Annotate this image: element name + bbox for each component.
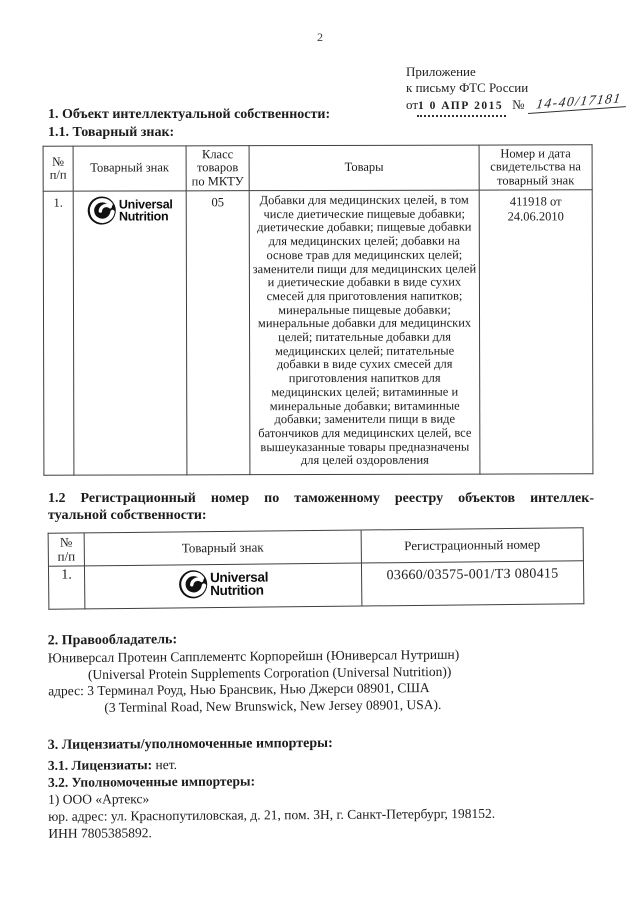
licensees-value: нет. xyxy=(155,757,178,773)
trademark-table xyxy=(43,144,594,476)
brand-line-2: Nutrition xyxy=(118,209,169,224)
trademark-table-row xyxy=(43,190,593,475)
from-label: от xyxy=(406,97,419,112)
rightholder-address-ru: адрес: 3 Терминал Роуд, Нью Брансвик, Нью Джерси 08901, США xyxy=(48,680,430,699)
brand-line-1: Universal xyxy=(118,197,173,212)
registration-number: 03660/03575-001/ТЗ 080415 xyxy=(361,561,583,606)
rightholder-name-en: (Universal Protein Supplements Corporation (Universal Nutrition)) xyxy=(87,663,452,682)
page-number: 2 xyxy=(317,30,323,44)
appendix-label: Приложение xyxy=(406,64,476,79)
col-header-certificate: Номер и дата свидетельства на товарный знак xyxy=(479,145,592,190)
col-header-goods: Товары xyxy=(249,145,479,191)
row-number: 1. xyxy=(43,191,74,475)
trademark-cell xyxy=(84,563,361,609)
col-header-class: Класс товаров по МКТУ xyxy=(186,146,249,191)
doc-number-handwritten: 14-40/17181 xyxy=(528,90,628,114)
importer-inn: ИНН 7805385892. xyxy=(48,825,152,841)
col-header-trademark: Товарный знак xyxy=(73,146,186,191)
col-header-regnum: Регистрационный номер xyxy=(361,528,583,563)
brand-wordmark xyxy=(119,198,173,222)
certificate-number: 411918 от 24.06.2010 xyxy=(479,190,593,474)
goods-list: Добавки для медицинских целей, в том числе диетические пищевые добавки; диетические добавки; пищевые добавки для медицинских целей; добавки на основе трав для медицинских целей; заменители пищи для медицинских целей и диетические добавки в виде сухих смесей для приготовления напитков; минеральные пищевые добавки; минеральные добавки для медицинских целей; питательные добавки для медицинских целей; питательные добавки в виде сухих смесей для приготовления напитков для медицинских целей; витаминные и минеральные добавки; витаминные добавки; заменители пищи в виде батончиков для медицинских целей, все вышеуказанные товары предназначены для целей оздоровления xyxy=(249,190,480,475)
importer-name: 1) ООО «Артекс» xyxy=(48,791,150,807)
section-3-licensees-importers xyxy=(48,733,595,842)
brand-line-1: Universal xyxy=(209,569,269,586)
section-2-rightholder xyxy=(48,628,595,717)
section-2-title: 2. Правообладатель: xyxy=(47,632,178,649)
col-header-num: № п/п xyxy=(43,146,73,191)
date-stamp: 1 0 АПР 2015 xyxy=(417,98,506,117)
section-1-2-title-line1: 1.2 Регистрационный номер по таможенному реестру объектов интеллек- xyxy=(48,491,594,507)
registry-table-row xyxy=(48,561,583,610)
col-header-num: № п/п xyxy=(48,533,84,566)
class-number: 05 xyxy=(186,191,250,475)
licensees-label: 3.1. Лицензиаты: xyxy=(47,757,153,773)
trademark-table-header-row xyxy=(43,145,592,191)
importers-label: 3.2. Уполномоченные импортеры: xyxy=(47,773,256,790)
section-3-title: 3. Лицензиаты/уполномоченные импортеры: xyxy=(47,735,333,753)
registry-table xyxy=(48,527,585,610)
brand-wordmark xyxy=(210,571,268,598)
section-1-2-title xyxy=(48,490,594,524)
col-header-trademark: Товарный знак xyxy=(84,530,361,566)
universal-nutrition-logo xyxy=(87,195,173,225)
brand-line-2: Nutrition xyxy=(210,582,264,599)
importer-address: юр. адрес: ул. Краснопутиловская, д. 21, пом. 3Н, г. Санкт-Петербург, 198152. xyxy=(48,805,496,824)
trademark-cell xyxy=(73,191,187,475)
letter-reference: к письму ФТС России xyxy=(406,80,529,95)
section-1-1-subtitle: 1.1. Товарный знак: xyxy=(48,125,175,140)
number-sign: № xyxy=(512,97,525,112)
universal-nutrition-swirl-icon xyxy=(87,196,117,226)
universal-nutrition-logo xyxy=(178,569,268,600)
rightholder-address-en: (3 Terminal Road, New Brunswick, New Jersey 08901, USA). xyxy=(104,696,442,715)
document-body xyxy=(48,106,594,840)
universal-nutrition-swirl-icon xyxy=(178,569,208,599)
row-number: 1. xyxy=(48,566,84,609)
rightholder-name-ru: Юниверсал Протеин Сапплементс Корпорейшн (Юниверсал Нутришн) xyxy=(47,646,460,666)
section-1-title: 1. Объект интеллектуальной собственности: xyxy=(48,107,331,122)
section-1-2-title-line2: туальной собственности: xyxy=(48,508,207,524)
